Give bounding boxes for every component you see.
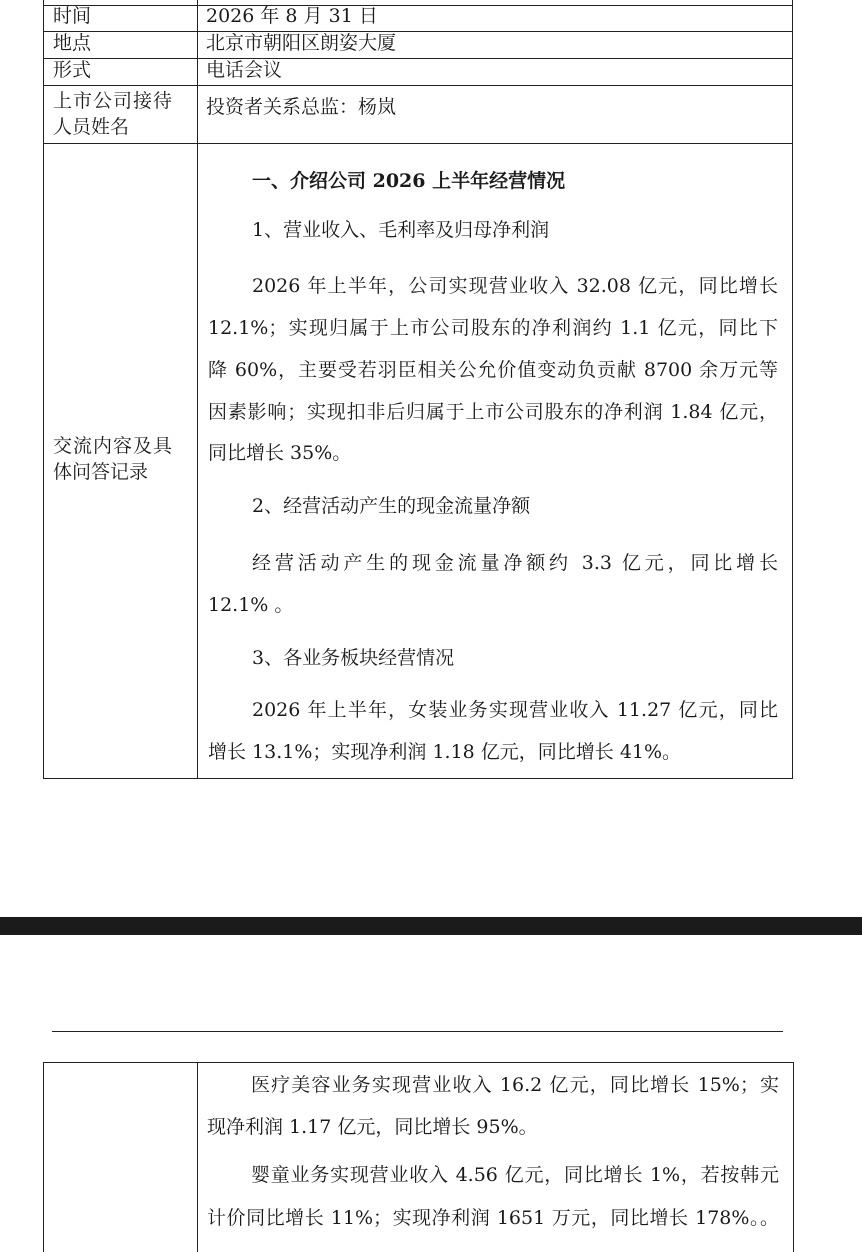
header-rule (52, 1031, 783, 1032)
infant-line: 计价同比增长 11%；实现净利润 1651 万元，同比增长 178%。。 (207, 1207, 779, 1229)
record-label-line1: 交流内容及具 (53, 435, 174, 457)
location-value: 北京市朝阳区朗姿大厦 (206, 32, 397, 54)
sub1-line: 降 60%，主要受若羽臣相关公允价值变动负贡献 8700 余万元等 (208, 359, 778, 381)
sub1-line: 因素影响；实现扣非后归属于上市公司股东的净利润 1.84 亿元， (208, 401, 778, 423)
section-title: 一、介绍公司 2026 上半年经营情况 (252, 170, 566, 192)
time-label: 时间 (53, 5, 92, 27)
sub1-title: 1、营业收入、毛利率及归母净利润 (252, 219, 550, 241)
row-divider (44, 31, 792, 32)
sub1-line: 同比增长 35%。 (208, 442, 352, 464)
format-label: 形式 (53, 59, 92, 81)
record-label-line2: 体问答记录 (53, 461, 149, 483)
info-table (43, 0, 793, 779)
row-divider (44, 58, 792, 59)
time-value: 2026 年 8 月 31 日 (206, 5, 378, 27)
sub3-line: 增长 13.1%；实现净利润 1.18 亿元，同比增长 41%。 (208, 741, 682, 763)
row-divider (44, 85, 792, 86)
continued-table (43, 1062, 794, 1252)
location-label: 地点 (53, 32, 92, 54)
sub1-line: 2026 年上半年，公司实现营业收入 32.08 亿元，同比增长 (252, 275, 778, 297)
sub2-line: 12.1% 。 (208, 594, 294, 616)
record-content (198, 143, 792, 778)
sub3-title: 3、各业务板块经营情况 (252, 647, 455, 669)
row-divider (44, 5, 792, 6)
sub2-title: 2、经营活动产生的现金流量净额 (252, 495, 531, 517)
sub3-line: 2026 年上半年，女装业务实现营业收入 11.27 亿元，同比 (252, 699, 778, 721)
receiver-label-line2: 人员姓名 (53, 116, 130, 138)
medical-beauty-line: 医疗美容业务实现营业收入 16.2 亿元，同比增长 15%；实 (251, 1074, 779, 1096)
column-divider (197, 1063, 198, 1252)
medical-beauty-line: 现净利润 1.17 亿元，同比增长 95%。 (207, 1116, 538, 1138)
infant-line: 婴童业务实现营业收入 4.56 亿元，同比增长 1%，若按韩元 (251, 1164, 779, 1186)
sub2-line: 经营活动产生的现金流量净额约 3.3 亿元，同比增长 (252, 552, 778, 574)
page-break-band (0, 917, 862, 935)
sub1-line: 12.1%；实现归属于上市公司股东的净利润约 1.1 亿元，同比下 (208, 317, 778, 339)
receiver-label-line1: 上市公司接待 (53, 90, 174, 112)
receiver-value: 投资者关系总监：杨岚 (206, 96, 397, 118)
format-value: 电话会议 (206, 59, 283, 81)
